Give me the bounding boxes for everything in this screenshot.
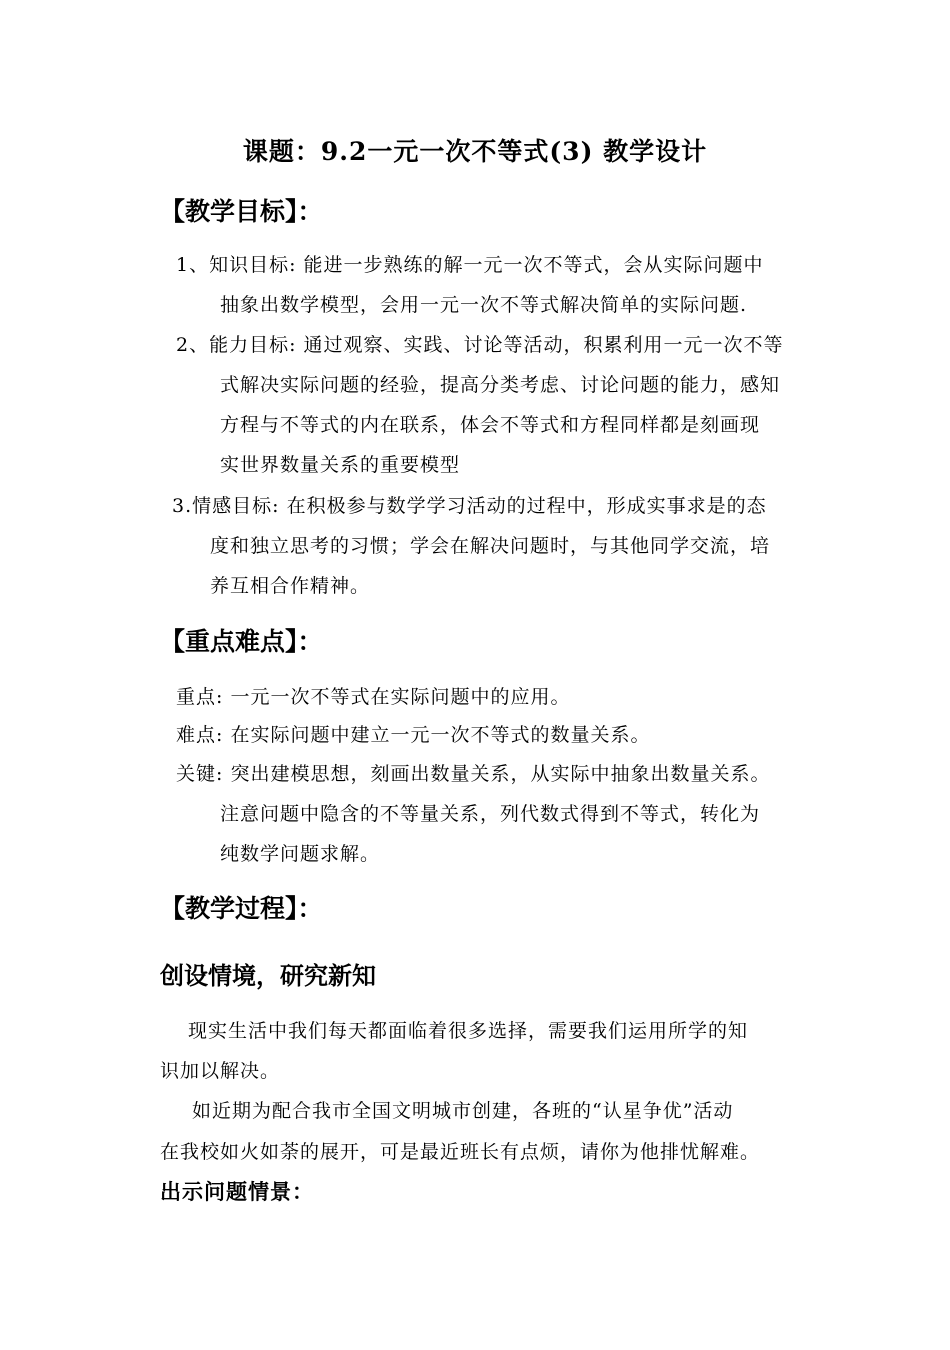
goals-line: 度和独立思考的习惯；学会在解决问题时，与其他同学交流，培 [210,535,771,557]
body-paragraph-line: 现实生活中我们每天都面临着很多选择，需要我们运用所学的知 [188,1020,749,1042]
keypoints-line: 注意问题中隐含的不等量关系，列代数式得到不等式，转化为 [220,803,761,825]
keypoints-line: 关键: 突出建模思想，刻画出数量关系，从实际中抽象出数量关系。 [176,763,771,785]
section-subheading: 创设情境，研究新知 [160,961,376,990]
body-paragraph-line: 在我校如火如荼的展开，可是最近班长有点烦，请你为他排忧解难。 [160,1141,761,1163]
keypoints-heading: 【重点难点】： [160,627,323,656]
body-paragraph-line: 识加以解决。 [160,1060,281,1082]
goals-line: 方程与不等式的内在联系，体会不等式和方程同样都是刻画现 [220,414,761,436]
goals-heading: 【教学目标】： [160,197,323,226]
goals-line: 2、能力目标: 通过观察、实践、讨论等活动，积累利用一元一次不等 [176,334,784,356]
goals-line: 实世界数量关系的重要模型 [220,454,461,476]
goals-line: 养互相合作精神。 [210,575,371,597]
process-heading: 【教学过程】： [160,894,323,923]
goals-line: 式解决实际问题的经验，提高分类考虑、讨论问题的能力，感知 [220,374,781,396]
keypoints-line: 难点: 在实际问题中建立一元一次不等式的数量关系。 [176,724,651,746]
goals-line: 抽象出数学模型，会用一元一次不等式解决简单的实际问题. [220,294,748,316]
body-paragraph-line: 如近期为配合我市全国文明城市创建，各班的“认星争优”活动 [192,1100,734,1122]
goals-line: 3.情感目标: 在积极参与数学学习活动的过程中，形成实事求是的态 [172,495,767,517]
scenario-label: 出示问题情景： [160,1179,314,1204]
goals-line: 1、知识目标: 能进一步熟练的解一元一次不等式，会从实际问题中 [176,254,764,276]
keypoints-line: 纯数学问题求解。 [220,843,381,865]
document-title: 课题：9.2一元一次不等式(3) 教学设计 [242,137,708,166]
keypoints-line: 重点: 一元一次不等式在实际问题中的应用。 [176,686,571,708]
